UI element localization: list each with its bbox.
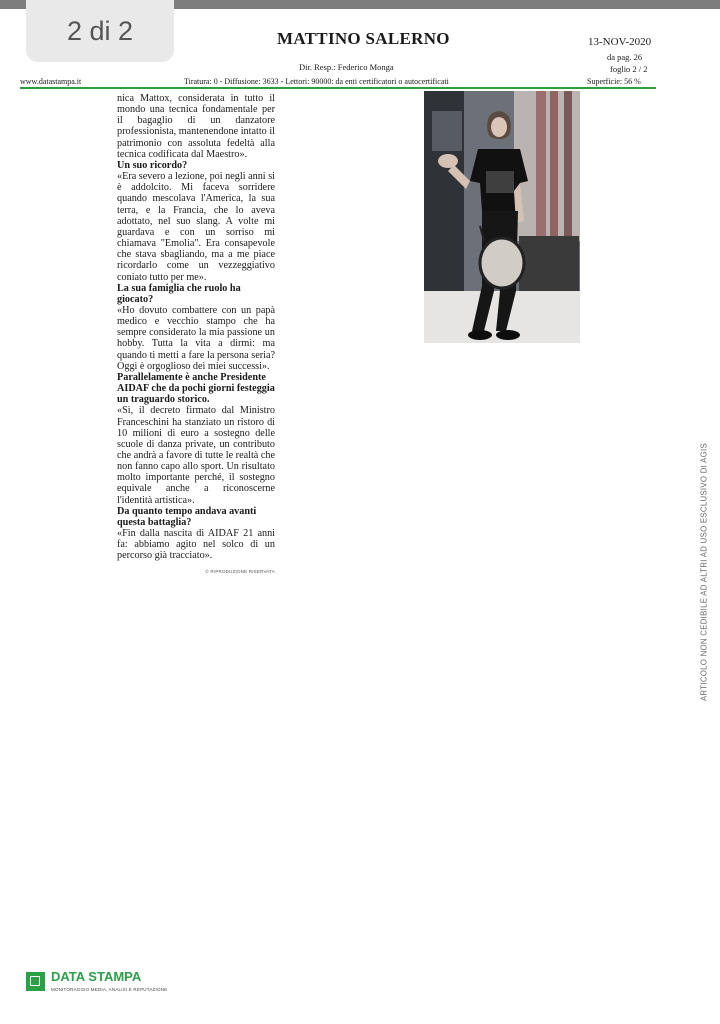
data-stampa-tagline: MONITORAGGIO MEDIA, ANALISI E REPUTAZIONE — [51, 987, 168, 992]
interview-question: Un suo ricordo? — [117, 159, 188, 171]
page-reference: da pag. 26 — [607, 52, 643, 62]
article-paragraph: «Ho dovuto combattere con un papà medico e vecchio stampo che ha sempre considerato la mia passione un hobby. Tutta la vita a dirmi: ma quando ti metti a fare la persona seria? Oggi è orgoglioso dei miei successi». — [117, 304, 275, 372]
article-paragraph: «Sì, il decreto firmato dal Ministro Franceschini ha stanziato un ristoro di 10 milioni di euro a sostegno delle scuole di danza private, un contributo che andrà a favore di tutte le realtà che non fanno capo allo sport. Un risultato molto importante perché, il sostegno equivale anche a riconoscerne l'identità artistica». — [117, 405, 275, 506]
dancer-photo — [424, 91, 580, 343]
director-line: Dir. Resp.: Federico Monga — [299, 62, 394, 72]
interview-question: La sua famiglia che ruolo ha giocato? — [117, 282, 241, 305]
website-link[interactable]: www.datastampa.it — [20, 77, 82, 86]
publication-date: 13-NOV-2020 — [588, 36, 652, 48]
header-rule — [20, 87, 656, 89]
data-stampa-brand: DATA STAMPA — [51, 969, 142, 984]
data-stampa-icon — [26, 972, 45, 991]
article-paragraph: «Fin dalla nascita di AIDAF 21 anni fa: abbiamo agito nel solco di un percorso già tracciato». — [117, 528, 275, 562]
interview-question: Da quanto tempo andava avanti questa battaglia? — [117, 505, 257, 528]
interview-question: Parallelamente è anche Presidente AIDAF che da pochi giorni festeggia un traguardo storico. — [117, 371, 275, 406]
page-indicator: 2 di 2 — [26, 0, 174, 62]
masthead-title: MATTINO SALERNO — [277, 29, 450, 48]
sheet-reference: foglio 2 / 2 — [610, 64, 648, 74]
article-paragraph: nica Mattox, considerata in tutto il mondo una tecnica fondamentale per il bagaglio di un danzatore professionista, mantenendone intatto il patrimonio con assoluta fedeltà alla tecnica codificata dal Maestro». — [117, 93, 275, 160]
article-column — [117, 93, 275, 577]
circulation-info: Tiratura: 0 - Diffusione: 3633 - Lettori: 90000: da enti certificatori o autocertificati — [184, 77, 449, 86]
copyright-notice: © RIPRODUZIONE RISERVATA — [205, 568, 275, 574]
article-paragraph: «Era severo a lezione, poi negli anni si è addolcito. Mi faceva sorridere quando mescolava l'America, la sua terra, e la Francia, che lo aveva adottato, nel suo slang. A volte mi guardava e con un sorriso mi chiamava "Emolia". Era consapevole che stava sbagliando, ma a me piace ricordarlo come un vezzeggiativo coniato tutto per me». — [117, 171, 275, 283]
surface-percentage: Superficie: 56 % — [587, 77, 641, 86]
data-stampa-logo — [26, 970, 167, 992]
side-note: ARTICOLO NON CEDIBILE AD ALTRI AD USO ESCLUSIVO DI AGIS — [699, 443, 709, 701]
